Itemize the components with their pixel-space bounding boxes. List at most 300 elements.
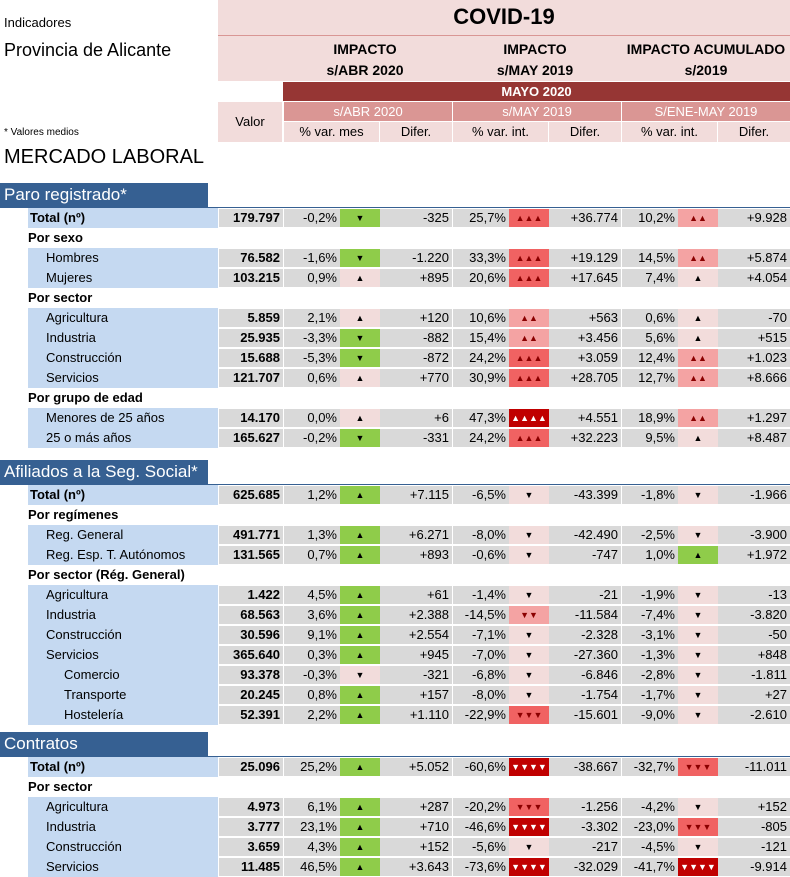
diff-may-cell: -1.754: [549, 686, 621, 704]
category-label: Por grupo de edad: [28, 390, 143, 405]
trend-acum-icon: ▼: [678, 706, 718, 724]
row-label: Construcción: [28, 348, 218, 368]
diff-may-cell: -15.601: [549, 706, 621, 724]
diff-may-cell: -747: [549, 546, 621, 564]
pct-may-cell: 30,9%: [453, 369, 509, 387]
value-cell: 15.688: [219, 349, 283, 367]
pct-abr-cell: 0,8%: [284, 686, 340, 704]
pct-may-cell: 33,3%: [453, 249, 509, 267]
table-row: [0, 757, 790, 777]
pct-abr-cell: 0,6%: [284, 369, 340, 387]
trend-acum-icon: ▼▼▼: [678, 818, 718, 836]
diff-abr-cell: -331: [380, 429, 452, 447]
trend-may-icon: ▼▼▼: [509, 798, 549, 816]
section-title-afiliados-seg-social: Afiliados a la Seg. Social*: [0, 460, 208, 484]
trend-abr-icon: ▲: [340, 818, 380, 836]
trend-acum-icon: ▼: [678, 686, 718, 704]
trend-acum-icon: ▼: [678, 606, 718, 624]
pct-abr-cell: 0,7%: [284, 546, 340, 564]
diff-abr-cell: +7.115: [380, 486, 452, 504]
trend-may-icon: ▲▲▲: [509, 429, 549, 447]
trend-acum-icon: ▼: [678, 646, 718, 664]
trend-abr-icon: ▲: [340, 369, 380, 387]
trend-may-icon: ▼▼▼▼: [509, 858, 549, 876]
diff-abr-cell: +6.271: [380, 526, 452, 544]
pct-abr-cell: 2,2%: [284, 706, 340, 724]
trend-may-icon: ▼▼▼▼: [509, 758, 549, 776]
category-label: Por sector (Rég. General): [28, 567, 185, 582]
pct-acum-cell: -7,4%: [622, 606, 678, 624]
value-cell: 68.563: [219, 606, 283, 624]
period-bar: MAYO 2020: [283, 82, 790, 101]
table-row: [0, 485, 790, 505]
pct-acum-cell: -1,8%: [622, 486, 678, 504]
diff-acum-cell: +8.487: [718, 429, 790, 447]
pct-may-cell: -22,9%: [453, 706, 509, 724]
diff-acum-cell: +1.972: [718, 546, 790, 564]
diff-acum-cell: -3.820: [718, 606, 790, 624]
subheader-var-mes: % var. mes: [284, 122, 379, 142]
trend-acum-icon: ▼: [678, 626, 718, 644]
table-row: [0, 605, 790, 625]
pct-acum-cell: 14,5%: [622, 249, 678, 267]
diff-may-cell: -217: [549, 838, 621, 856]
pct-may-cell: -7,1%: [453, 626, 509, 644]
diff-may-cell: -3.302: [549, 818, 621, 836]
pct-abr-cell: 3,6%: [284, 606, 340, 624]
diff-abr-cell: +2.388: [380, 606, 452, 624]
pct-acum-cell: -1,3%: [622, 646, 678, 664]
table-row: [0, 645, 790, 665]
diff-may-cell: -21: [549, 586, 621, 604]
table-row: [0, 408, 790, 428]
pct-may-cell: 24,2%: [453, 349, 509, 367]
value-cell: 20.245: [219, 686, 283, 704]
pct-may-cell: -8,0%: [453, 686, 509, 704]
trend-abr-icon: ▲: [340, 838, 380, 856]
diff-acum-cell: -70: [718, 309, 790, 327]
pct-acum-cell: -1,9%: [622, 586, 678, 604]
row-label: Menores de 25 años: [28, 408, 218, 428]
trend-abr-icon: ▲: [340, 309, 380, 327]
table-row: [0, 428, 790, 448]
pct-acum-cell: -9,0%: [622, 706, 678, 724]
trend-abr-icon: ▲: [340, 758, 380, 776]
diff-acum-cell: -2.610: [718, 706, 790, 724]
pct-may-cell: -46,6%: [453, 818, 509, 836]
row-label: Reg. General: [28, 525, 218, 545]
trend-acum-icon: ▲: [678, 309, 718, 327]
diff-acum-cell: +152: [718, 798, 790, 816]
trend-may-icon: ▲▲▲: [509, 369, 549, 387]
trend-acum-icon: ▲▲: [678, 409, 718, 427]
subheader-difer-1: Difer.: [380, 122, 452, 142]
pct-acum-cell: 18,9%: [622, 409, 678, 427]
trend-may-icon: ▼: [509, 646, 549, 664]
diff-abr-cell: +770: [380, 369, 452, 387]
row-label: Total (nº): [28, 208, 218, 228]
diff-may-cell: -38.667: [549, 758, 621, 776]
diff-acum-cell: +848: [718, 646, 790, 664]
pct-acum-cell: -2,8%: [622, 666, 678, 684]
pct-abr-cell: 0,3%: [284, 646, 340, 664]
subheader-difer-3: Difer.: [718, 122, 790, 142]
value-cell: 25.935: [219, 329, 283, 347]
trend-may-icon: ▼: [509, 626, 549, 644]
trend-abr-icon: ▲: [340, 626, 380, 644]
trend-may-icon: ▼: [509, 526, 549, 544]
trend-abr-icon: ▲: [340, 858, 380, 876]
table-row: [0, 817, 790, 837]
pct-may-cell: -14,5%: [453, 606, 509, 624]
pct-abr-cell: 2,1%: [284, 309, 340, 327]
page-title: COVID-19: [453, 4, 555, 29]
row-label: Agricultura: [28, 797, 218, 817]
pct-acum-cell: 12,7%: [622, 369, 678, 387]
diff-abr-cell: +61: [380, 586, 452, 604]
impact-2-line1: IMPACTO: [503, 41, 567, 57]
trend-acum-icon: ▲: [678, 546, 718, 564]
diff-abr-cell: -872: [380, 349, 452, 367]
trend-acum-icon: ▼: [678, 838, 718, 856]
pct-acum-cell: 12,4%: [622, 349, 678, 367]
diff-abr-cell: +6: [380, 409, 452, 427]
pct-abr-cell: -0,2%: [284, 429, 340, 447]
value-cell: 11.485: [219, 858, 283, 876]
trend-acum-icon: ▲: [678, 329, 718, 347]
trend-abr-icon: ▲: [340, 526, 380, 544]
value-cell: 3.777: [219, 818, 283, 836]
category-row: [0, 777, 790, 797]
diff-abr-cell: +710: [380, 818, 452, 836]
pct-acum-cell: -23,0%: [622, 818, 678, 836]
trend-may-icon: ▲▲: [509, 329, 549, 347]
diff-abr-cell: +945: [380, 646, 452, 664]
pct-abr-cell: -1,6%: [284, 249, 340, 267]
trend-may-icon: ▼▼▼▼: [509, 818, 549, 836]
diff-acum-cell: -1.966: [718, 486, 790, 504]
trend-abr-icon: ▼: [340, 349, 380, 367]
trend-acum-icon: ▼▼▼▼: [678, 858, 718, 876]
pct-may-cell: 47,3%: [453, 409, 509, 427]
diff-acum-cell: +5.874: [718, 249, 790, 267]
province-label: Provincia de Alicante: [4, 40, 172, 60]
diff-may-cell: -43.399: [549, 486, 621, 504]
table-row: [0, 348, 790, 368]
impact-1-line2: s/ABR 2020: [326, 62, 404, 78]
trend-may-icon: ▼▼: [509, 606, 549, 624]
diff-may-cell: +19.129: [549, 249, 621, 267]
trend-acum-icon: ▼: [678, 586, 718, 604]
diff-acum-cell: +1.023: [718, 349, 790, 367]
trend-acum-icon: ▼: [678, 666, 718, 684]
row-label: Industria: [28, 605, 218, 625]
table-row: [0, 545, 790, 565]
diff-may-cell: +4.551: [549, 409, 621, 427]
diff-may-cell: -27.360: [549, 646, 621, 664]
trend-abr-icon: ▲: [340, 486, 380, 504]
value-cell: 5.859: [219, 309, 283, 327]
trend-may-icon: ▼: [509, 486, 549, 504]
impact-3-line1: IMPACTO ACUMULADO: [626, 41, 786, 57]
value-cell: 121.707: [219, 369, 283, 387]
row-label: Hombres: [28, 248, 218, 268]
mercado-laboral-title: MERCADO LABORAL: [4, 146, 205, 168]
diff-abr-cell: -882: [380, 329, 452, 347]
impact-2-line2: s/MAY 2019: [496, 62, 574, 78]
value-cell: 30.596: [219, 626, 283, 644]
category-row: [0, 505, 790, 525]
indicadores-label: Indicadores: [4, 15, 72, 30]
table-row: [0, 625, 790, 645]
value-cell: 625.685: [219, 486, 283, 504]
diff-acum-cell: -3.900: [718, 526, 790, 544]
diff-abr-cell: -1.220: [380, 249, 452, 267]
trend-may-icon: ▼: [509, 546, 549, 564]
category-row: [0, 228, 790, 248]
pct-acum-cell: -4,2%: [622, 798, 678, 816]
pct-may-cell: -1,4%: [453, 586, 509, 604]
pct-may-cell: -20,2%: [453, 798, 509, 816]
pct-abr-cell: 4,3%: [284, 838, 340, 856]
pct-abr-cell: 0,0%: [284, 409, 340, 427]
table-row: [0, 248, 790, 268]
trend-abr-icon: ▼: [340, 249, 380, 267]
pct-abr-cell: -0,2%: [284, 209, 340, 227]
row-label: Servicios: [28, 645, 218, 665]
pct-may-cell: -6,5%: [453, 486, 509, 504]
group-header-may: s/MAY 2019: [453, 102, 621, 121]
pct-acum-cell: -41,7%: [622, 858, 678, 876]
trend-may-icon: ▼: [509, 666, 549, 684]
diff-may-cell: -6.846: [549, 666, 621, 684]
value-cell: 165.627: [219, 429, 283, 447]
impact-3-header: [622, 39, 790, 81]
trend-abr-icon: ▲: [340, 586, 380, 604]
pct-acum-cell: -4,5%: [622, 838, 678, 856]
pct-may-cell: 15,4%: [453, 329, 509, 347]
pct-acum-cell: -3,1%: [622, 626, 678, 644]
trend-acum-icon: ▼: [678, 798, 718, 816]
trend-may-icon: ▲▲▲▲: [509, 409, 549, 427]
trend-acum-icon: ▼▼▼: [678, 758, 718, 776]
pct-acum-cell: 9,5%: [622, 429, 678, 447]
table-row: [0, 208, 790, 228]
row-label: Mujeres: [28, 268, 218, 288]
pct-abr-cell: 25,2%: [284, 758, 340, 776]
table-row: [0, 797, 790, 817]
trend-abr-icon: ▼: [340, 209, 380, 227]
value-cell: 93.378: [219, 666, 283, 684]
diff-may-cell: +17.645: [549, 269, 621, 287]
trend-acum-icon: ▼: [678, 526, 718, 544]
row-label: Agricultura: [28, 585, 218, 605]
trend-acum-icon: ▲: [678, 269, 718, 287]
pct-may-cell: -0,6%: [453, 546, 509, 564]
diff-may-cell: +28.705: [549, 369, 621, 387]
diff-may-cell: -32.029: [549, 858, 621, 876]
trend-may-icon: ▼▼▼: [509, 706, 549, 724]
impact-2-header: [470, 39, 600, 81]
trend-abr-icon: ▼: [340, 329, 380, 347]
value-cell: 25.096: [219, 758, 283, 776]
pct-acum-cell: 7,4%: [622, 269, 678, 287]
trend-abr-icon: ▼: [340, 666, 380, 684]
header-divider: [218, 35, 790, 36]
table-row: [0, 525, 790, 545]
row-label: Servicios: [28, 368, 218, 388]
trend-acum-icon: ▲▲: [678, 249, 718, 267]
row-label: Transporte: [28, 685, 218, 705]
pct-may-cell: -73,6%: [453, 858, 509, 876]
diff-abr-cell: +157: [380, 686, 452, 704]
row-label: 25 o más años: [28, 428, 218, 448]
diff-may-cell: +3.059: [549, 349, 621, 367]
pct-acum-cell: -32,7%: [622, 758, 678, 776]
pct-may-cell: -5,6%: [453, 838, 509, 856]
table-row: [0, 665, 790, 685]
diff-acum-cell: +4.054: [718, 269, 790, 287]
table-row: [0, 837, 790, 857]
diff-acum-cell: -805: [718, 818, 790, 836]
trend-acum-icon: ▼: [678, 486, 718, 504]
pct-may-cell: -60,6%: [453, 758, 509, 776]
category-row: [0, 288, 790, 308]
diff-acum-cell: +27: [718, 686, 790, 704]
diff-may-cell: +563: [549, 309, 621, 327]
impact-1-header: [300, 39, 430, 81]
trend-may-icon: ▲▲▲: [509, 269, 549, 287]
impact-3-line2: s/2019: [684, 62, 728, 78]
pct-abr-cell: 46,5%: [284, 858, 340, 876]
trend-may-icon: ▲▲▲: [509, 209, 549, 227]
diff-abr-cell: +152: [380, 838, 452, 856]
trend-may-icon: ▲▲▲: [509, 349, 549, 367]
row-label: Total (nº): [28, 485, 218, 505]
diff-abr-cell: +5.052: [380, 758, 452, 776]
valor-header: Valor: [218, 102, 282, 142]
pct-acum-cell: 0,6%: [622, 309, 678, 327]
diff-acum-cell: -1.811: [718, 666, 790, 684]
subheader-var-int-1: % var. int.: [453, 122, 548, 142]
row-label: Industria: [28, 817, 218, 837]
group-header-abr: s/ABR 2020: [284, 102, 452, 121]
note-label: * Valores medios: [4, 127, 79, 138]
pct-acum-cell: 1,0%: [622, 546, 678, 564]
pct-abr-cell: 1,2%: [284, 486, 340, 504]
trend-may-icon: ▼: [509, 586, 549, 604]
pct-abr-cell: -5,3%: [284, 349, 340, 367]
category-row: [0, 388, 790, 408]
table-row: [0, 368, 790, 388]
trend-abr-icon: ▲: [340, 409, 380, 427]
diff-acum-cell: -11.011: [718, 758, 790, 776]
table-row: [0, 685, 790, 705]
diff-abr-cell: +895: [380, 269, 452, 287]
diff-acum-cell: +8.666: [718, 369, 790, 387]
pct-abr-cell: -0,3%: [284, 666, 340, 684]
trend-acum-icon: ▲▲: [678, 209, 718, 227]
category-row: [0, 565, 790, 585]
diff-abr-cell: +893: [380, 546, 452, 564]
pct-may-cell: -8,0%: [453, 526, 509, 544]
diff-abr-cell: +120: [380, 309, 452, 327]
diff-may-cell: +3.456: [549, 329, 621, 347]
value-cell: 365.640: [219, 646, 283, 664]
value-cell: 52.391: [219, 706, 283, 724]
trend-may-icon: ▲▲: [509, 309, 549, 327]
pct-abr-cell: 23,1%: [284, 818, 340, 836]
pct-acum-cell: 10,2%: [622, 209, 678, 227]
pct-acum-cell: -1,7%: [622, 686, 678, 704]
value-cell: 491.771: [219, 526, 283, 544]
subheader-difer-2: Difer.: [549, 122, 621, 142]
value-cell: 14.170: [219, 409, 283, 427]
table-row: [0, 308, 790, 328]
trend-abr-icon: ▲: [340, 686, 380, 704]
subheader-var-int-2: % var. int.: [622, 122, 717, 142]
section-title-paro-registrado: Paro registrado*: [0, 183, 208, 207]
trend-acum-icon: ▲▲: [678, 369, 718, 387]
diff-acum-cell: -9.914: [718, 858, 790, 876]
trend-abr-icon: ▲: [340, 706, 380, 724]
table-row: [0, 328, 790, 348]
pct-acum-cell: 5,6%: [622, 329, 678, 347]
diff-abr-cell: -321: [380, 666, 452, 684]
diff-acum-cell: +1.297: [718, 409, 790, 427]
value-cell: 3.659: [219, 838, 283, 856]
value-cell: 179.797: [219, 209, 283, 227]
trend-may-icon: ▲▲▲: [509, 249, 549, 267]
diff-may-cell: -1.256: [549, 798, 621, 816]
section-title-contratos: Contratos: [0, 732, 208, 756]
table-row: [0, 857, 790, 877]
diff-abr-cell: +287: [380, 798, 452, 816]
row-label: Reg. Esp. T. Autónomos: [28, 545, 218, 565]
pct-may-cell: 10,6%: [453, 309, 509, 327]
row-label: Industria: [28, 328, 218, 348]
row-label: Total (nº): [28, 757, 218, 777]
diff-acum-cell: +9.928: [718, 209, 790, 227]
diff-abr-cell: -325: [380, 209, 452, 227]
value-cell: 76.582: [219, 249, 283, 267]
row-label: Comercio: [28, 665, 218, 685]
diff-abr-cell: +3.643: [380, 858, 452, 876]
value-cell: 4.973: [219, 798, 283, 816]
pct-abr-cell: 0,9%: [284, 269, 340, 287]
diff-may-cell: +36.774: [549, 209, 621, 227]
pct-may-cell: -7,0%: [453, 646, 509, 664]
pct-abr-cell: 6,1%: [284, 798, 340, 816]
group-header-ene-may: S/ENE-MAY 2019: [622, 102, 790, 121]
pct-abr-cell: 1,3%: [284, 526, 340, 544]
category-label: Por sector: [28, 290, 93, 305]
impact-1-line1: IMPACTO: [333, 41, 397, 57]
diff-acum-cell: +515: [718, 329, 790, 347]
category-label: Por sector: [28, 779, 93, 794]
pct-may-cell: 25,7%: [453, 209, 509, 227]
trend-abr-icon: ▲: [340, 269, 380, 287]
value-cell: 1.422: [219, 586, 283, 604]
table-row: [0, 268, 790, 288]
diff-acum-cell: -121: [718, 838, 790, 856]
diff-may-cell: -11.584: [549, 606, 621, 624]
row-label: Servicios: [28, 857, 218, 877]
trend-abr-icon: ▼: [340, 429, 380, 447]
category-label: Por sexo: [28, 230, 83, 245]
diff-may-cell: -42.490: [549, 526, 621, 544]
diff-abr-cell: +1.110: [380, 706, 452, 724]
